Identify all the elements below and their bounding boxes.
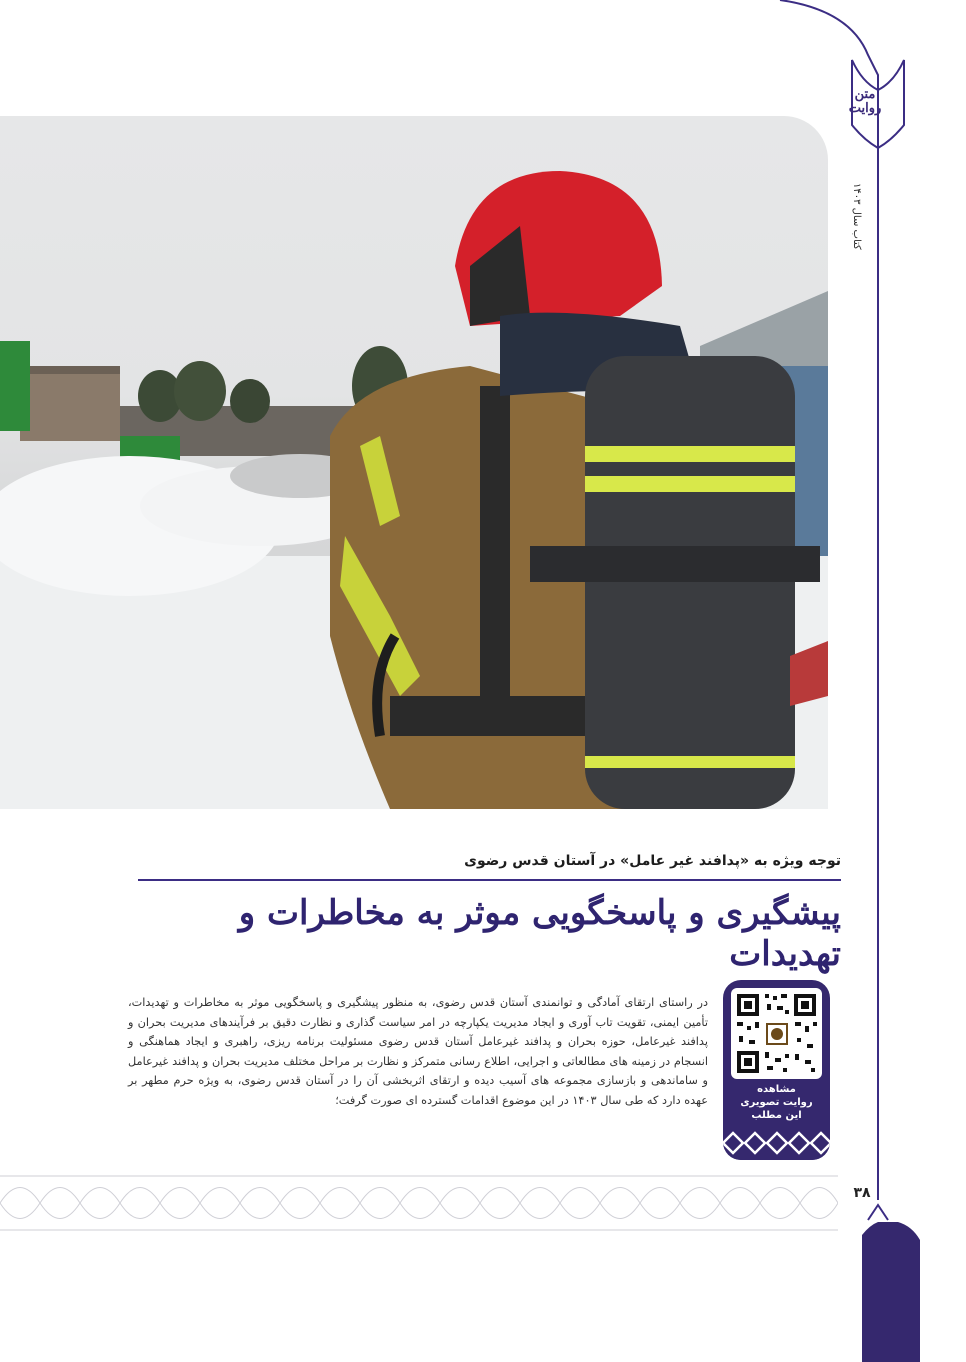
- ornament-band: [0, 1172, 838, 1234]
- article-body: در راستای ارتقای آمادگی و توانمندی آستان قدس رضوی، به منظور پیشگیری و پاسخگویی موثر به مخاطرات و تهدیدات، تأمین ایمنی، تقویت تاب آوری و ایجاد مدیریت یکپارچه در امر سیاست گذاری و نظارت دقیق بر فرآیندهای مدیریت بحران و پدافند غیرعامل، حوزه بحران و پدافند غیرعامل آستان قدس رضوی مسئولیت برنامه ریزی، راهبری و ایجاد هماهنگی و انسجام در زمینه های مطالعاتی و اجرایی، اطلاع رسانی متمرکز و نظارت بر مراحل مختلف مدیریت بحران و پدافند غیرعامل و ساماندهی و بازسازی مجموعه های آسیب دیده و ارتقای اثربخشی آن را در آستان قدس رضوی، به ویژه حرم مطهر بر عهده دارد که طی سال ۱۴۰۳ در این موضوع اقدامات گسترده ای صورت گرفت؛: [128, 996, 708, 1107]
- page-number: ۳۸: [853, 1185, 871, 1201]
- hero-photo: [0, 116, 828, 809]
- yearbook-label: کتاب سال ۱۴۰۳: [851, 183, 862, 250]
- qr-label-line1: مشاهده: [757, 1084, 796, 1095]
- title-divider: [138, 879, 841, 881]
- qr-label-line3: این مطلب: [751, 1110, 802, 1121]
- article-kicker: توجه ویژه به «پدافند غیر عامل» در آستان قدس رضوی: [464, 853, 841, 869]
- brand-logo: [838, 70, 892, 134]
- qr-code[interactable]: [731, 988, 822, 1079]
- brand-logo-text: متن روایت: [848, 86, 882, 116]
- firefighter-illustration: [0, 116, 828, 809]
- article-title: پیشگیری و پاسخگویی موثر به مخاطرات و تهدیدات: [238, 893, 841, 974]
- qr-card[interactable]: [723, 980, 830, 1160]
- qr-label: [723, 1083, 830, 1122]
- qr-code-icon: [731, 988, 822, 1079]
- qr-card-pattern: [723, 1125, 830, 1160]
- qr-label-line2: روایت تصویری: [740, 1097, 813, 1108]
